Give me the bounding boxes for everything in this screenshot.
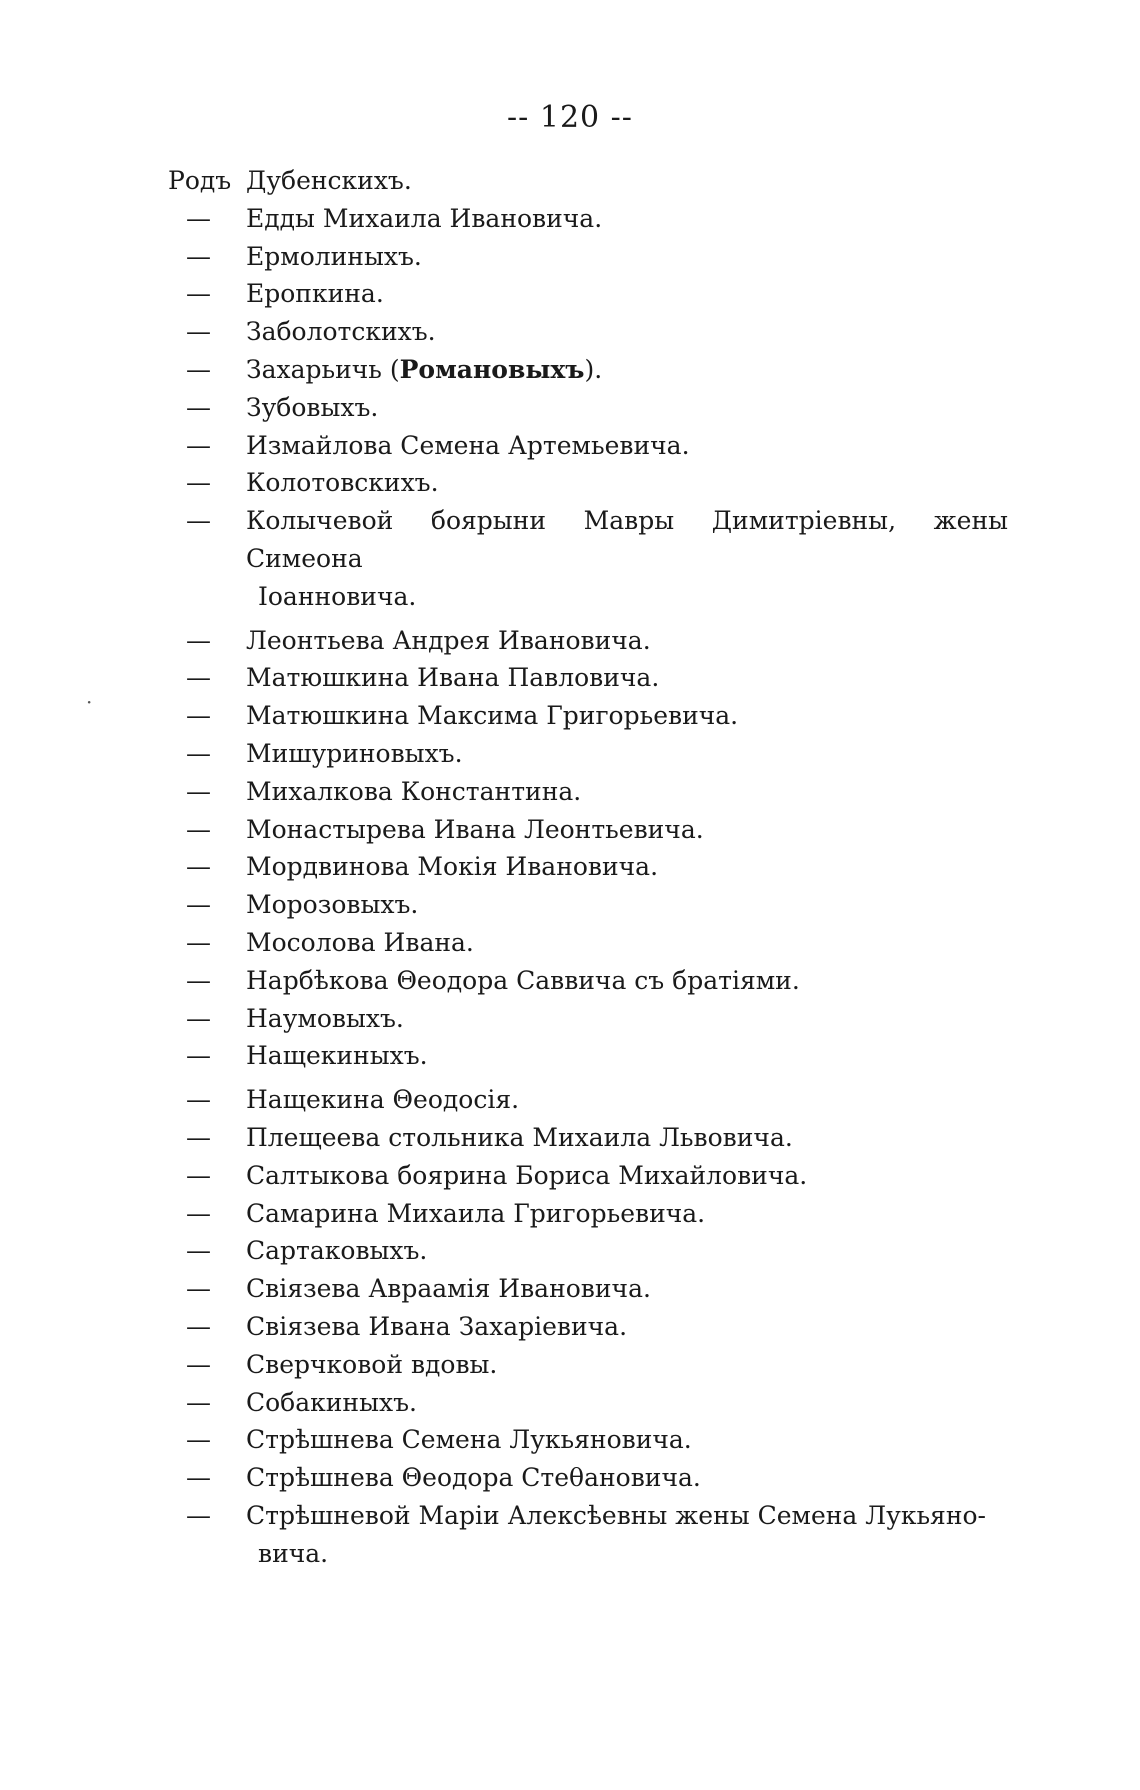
list-item-text: Нащекиныхъ. [246,1041,428,1071]
list-dash: — [186,430,211,460]
list-item [168,1308,1008,1346]
list-item-text [246,1497,1008,1573]
list-item-text: Михалкова Константина. [246,776,582,806]
list-item [168,1384,1008,1422]
list-item [168,1000,1008,1038]
list-dash: — [186,1387,211,1417]
list-dash: — [186,1122,211,1152]
list-item-text [246,502,1008,615]
list-item-text: Едды Михаила Ивановича. [246,203,603,233]
list-item [168,389,1008,427]
list-item [168,924,1008,962]
list-item [168,622,1008,660]
list-item-text: Мордвинова Мокія Ивановича. [246,852,659,882]
list-item-text: Сверчковой вдовы. [246,1349,498,1379]
list-dash: — [186,1311,211,1341]
list-item [168,351,1008,389]
list-item [168,464,1008,502]
list-item [168,238,1008,276]
list-item [168,962,1008,1000]
list-dash: — [186,468,211,498]
list-item-text: Монастырева Ивана Леонтьевича. [246,814,704,844]
list-dash: — [186,279,211,309]
list-item-text: Салтыкова боярина Бориса Михайловича. [246,1160,808,1190]
list-item-text: Нащекина Θеодосія. [246,1085,520,1115]
list-item-text: Заболотскихъ. [246,317,436,347]
list-item-text: Свіязева Авраамія Ивановича. [246,1274,651,1304]
list-item-continuation: вича. [258,1538,329,1568]
list-item-continuation: Іоанновича. [258,581,417,611]
list-dash: — [186,663,211,693]
list-item-text: Сартаковыхъ. [246,1236,428,1266]
list-dash: — [186,701,211,731]
list-item-text-before: Захарьичь ( [246,354,400,384]
list-item [168,1081,1008,1119]
list-dash: — [186,625,211,655]
list-dash: — [186,738,211,768]
list-item [168,1119,1008,1157]
list-dash: — [186,1236,211,1266]
list-dash: — [186,776,211,806]
list-item-text: Ермолиныхъ. [246,241,422,271]
list-item-text-after: ). [584,354,603,384]
list-dash: — [186,1274,211,1304]
list-item [168,427,1008,465]
list-item [168,1459,1008,1497]
list-dash: — [186,241,211,271]
list-dash: — [186,965,211,995]
list-item-line: Колычевой боярыни Мавры Димитріевны, жены Симеона [246,506,1008,573]
list-dash: — [186,354,211,384]
list-item [168,1497,1008,1573]
list-item-text: Дубенскихъ. [246,166,412,195]
list-item [168,735,1008,773]
list-item [168,848,1008,886]
list-dash: — [186,1463,211,1493]
list-dash: — [186,392,211,422]
list-item-text: Еропкина. [246,279,384,309]
list-item [168,773,1008,811]
list-item [168,697,1008,735]
list-item [168,200,1008,238]
list-item-text: Измайлова Семена Артемьевича. [246,430,690,460]
list-dash: — [186,203,211,233]
list-item-text: Мосолова Ивана. [246,927,474,957]
lineage-list [168,162,1008,1572]
list-item-text: Самарина Михаила Григорьевича. [246,1198,706,1228]
list-item [168,1037,1008,1075]
list-item [168,1346,1008,1384]
list-item [168,811,1008,849]
list-item-text: Нарбѣкова Θеодора Саввича съ братіями. [246,965,800,995]
list-dash: — [186,317,211,347]
list-item-text: Стрѣшнева Θеодора Стеθановича. [246,1463,701,1493]
list-dash: — [186,1500,211,1530]
list-dash: — [186,927,211,957]
list-dash: — [186,1425,211,1455]
list-item [168,1232,1008,1270]
page-number: -- 120 -- [507,100,633,135]
list-item-line: Стрѣшневой Маріи Алексѣевны жены Семена Лукьяно- [246,1500,986,1530]
list-item-text: Стрѣшнева Семена Лукьяновича. [246,1425,692,1455]
list-item-text: Морозовыхъ. [246,890,419,920]
list-dash: — [186,1198,211,1228]
list-item-text: Матюшкина Максима Григорьевича. [246,701,739,731]
list-item [168,1270,1008,1308]
list-item [168,275,1008,313]
list-item-text: Зубовыхъ. [246,392,379,422]
list-item [168,886,1008,924]
list-item-text: Наумовыхъ. [246,1003,404,1033]
list-dash: — [186,1349,211,1379]
list-item-text: Мишуриновыхъ. [246,738,463,768]
list-dash: — [186,1085,211,1115]
list-heading-word: Родъ [168,166,232,195]
list-dash: — [186,852,211,882]
list-item [168,659,1008,697]
list-dash: — [186,1041,211,1071]
stray-mark: · [86,690,93,714]
list-item [168,313,1008,351]
list-item-text: Свіязева Ивана Захаріевича. [246,1311,628,1341]
list-dash: — [186,1160,211,1190]
list-item-text: Леонтьева Андрея Ивановича. [246,625,651,655]
list-item-text: Колотовскихъ. [246,468,439,498]
list-item-text: Матюшкина Ивана Павловича. [246,663,660,693]
list-item [168,502,1008,615]
list-item [168,1157,1008,1195]
list-item [168,1195,1008,1233]
list-dash: — [186,890,211,920]
list-item-text: Плещеева стольника Михаила Львовича. [246,1122,793,1152]
list-dash: — [186,814,211,844]
list-item-text [246,351,1008,389]
list-dash: — [186,506,211,536]
list-item-text-bold: Романовыхъ [399,354,585,384]
list-dash: — [186,1003,211,1033]
list-item [168,1421,1008,1459]
list-item [168,162,1008,200]
list-item-text: Собакиныхъ. [246,1387,417,1417]
